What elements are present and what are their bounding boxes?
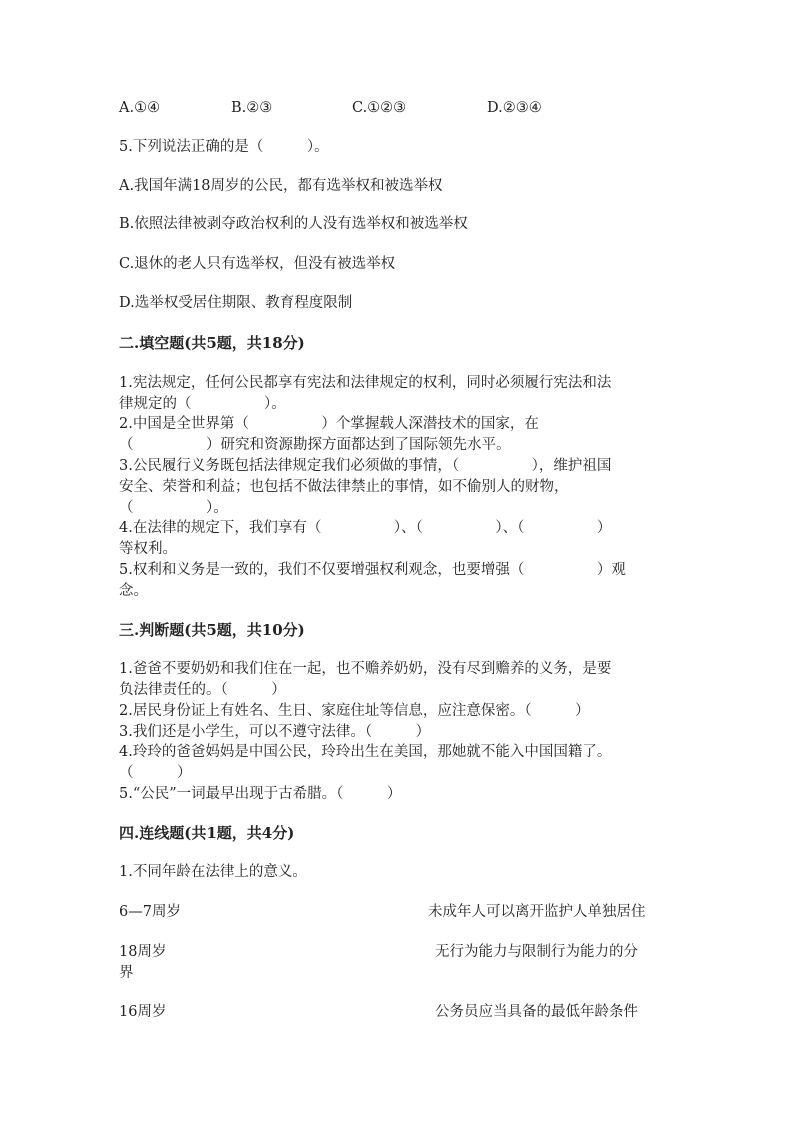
judge-line: （ ） bbox=[119, 765, 192, 781]
fill-line: 1.宪法规定，任何公民都享有宪法和法律规定的权利，同时必须履行宪法和法 bbox=[119, 375, 612, 391]
q4-option-b: B.②③ bbox=[231, 100, 273, 116]
q4-option-c: C.①②③ bbox=[352, 100, 407, 116]
matching-left-item: 18周岁 bbox=[119, 944, 167, 960]
fill-line: 等权利。 bbox=[119, 541, 177, 557]
matching-left-item: 6—7周岁 bbox=[119, 904, 181, 920]
q5-option-a: A.我国年满18周岁的公民，都有选举权和被选举权 bbox=[119, 178, 443, 194]
matching-right-item: 公务员应当具备的最低年龄条件 bbox=[435, 1004, 638, 1020]
section-title-fill-blank: 二.填空题(共5题，共18分) bbox=[119, 334, 305, 352]
judge-line: 5.“公民”一词最早出现于古希腊。（ ） bbox=[119, 786, 402, 802]
matching-left-wrap: 界 bbox=[119, 965, 134, 981]
fill-line: （ ）研究和资源勘探方面都达到了国际领先水平。 bbox=[119, 437, 511, 453]
judge-line: 3.我们还是小学生，可以不遵守法律。（ ） bbox=[119, 724, 431, 740]
fill-line: 安全、荣誉和利益；也包括不做法律禁止的事情，如不偷别人的财物， bbox=[119, 479, 569, 495]
q4-option-a: A.①④ bbox=[119, 100, 161, 116]
matching-right-item: 无行为能力与限制行为能力的分 bbox=[435, 944, 638, 960]
judge-line: 1.爸爸不要奶奶和我们住在一起，也不赡养奶奶，没有尽到赡养的义务，是要 bbox=[119, 661, 612, 677]
fill-line: 5.权利和义务是一致的，我们不仅要增强权利观念，也要增强（ ）观 bbox=[119, 562, 626, 578]
fill-line: 3.公民履行义务既包括法律规定我们必须做的事情，（ ），维护祖国 bbox=[119, 458, 612, 474]
judge-line: 负法律责任的。（ ） bbox=[119, 682, 286, 698]
fill-line: 念。 bbox=[119, 583, 148, 599]
matching-left-item: 16周岁 bbox=[119, 1004, 167, 1020]
q5-stem: 5.下列说法正确的是（ ）。 bbox=[119, 139, 329, 155]
fill-line: 4.在法律的规定下，我们享有（ ）、（ ）、（ ） bbox=[119, 520, 612, 536]
q5-option-c: C.退休的老人只有选举权，但没有被选举权 bbox=[119, 256, 396, 272]
section-title-matching: 四.连线题(共1题，共4分) bbox=[119, 824, 295, 842]
section-title-true-false: 三.判断题(共5题，共10分) bbox=[119, 621, 305, 639]
fill-line: 律规定的（ ）。 bbox=[119, 396, 286, 412]
matching-question: 1.不同年龄在法律上的意义。 bbox=[119, 864, 307, 880]
q5-option-b: B.依照法律被剥夺政治权利的人没有选举权和被选举权 bbox=[119, 216, 468, 232]
fill-line: 2.中国是全世界第（ ）个掌握载人深潜技术的国家，在 bbox=[119, 416, 539, 432]
q4-option-d: D.②③④ bbox=[487, 100, 542, 116]
fill-line: （ ）。 bbox=[119, 500, 228, 516]
matching-right-item: 未成年人可以离开监护人单独居住 bbox=[428, 904, 646, 920]
judge-line: 2.居民身份证上有姓名、生日、家庭住址等信息，应注意保密。（ ） bbox=[119, 703, 590, 719]
judge-line: 4.玲玲的爸爸妈妈是中国公民，玲玲出生在美国，那她就不能入中国国籍了。 bbox=[119, 744, 612, 760]
q5-option-d: D.选举权受居住期限、教育程度限制 bbox=[119, 295, 353, 311]
